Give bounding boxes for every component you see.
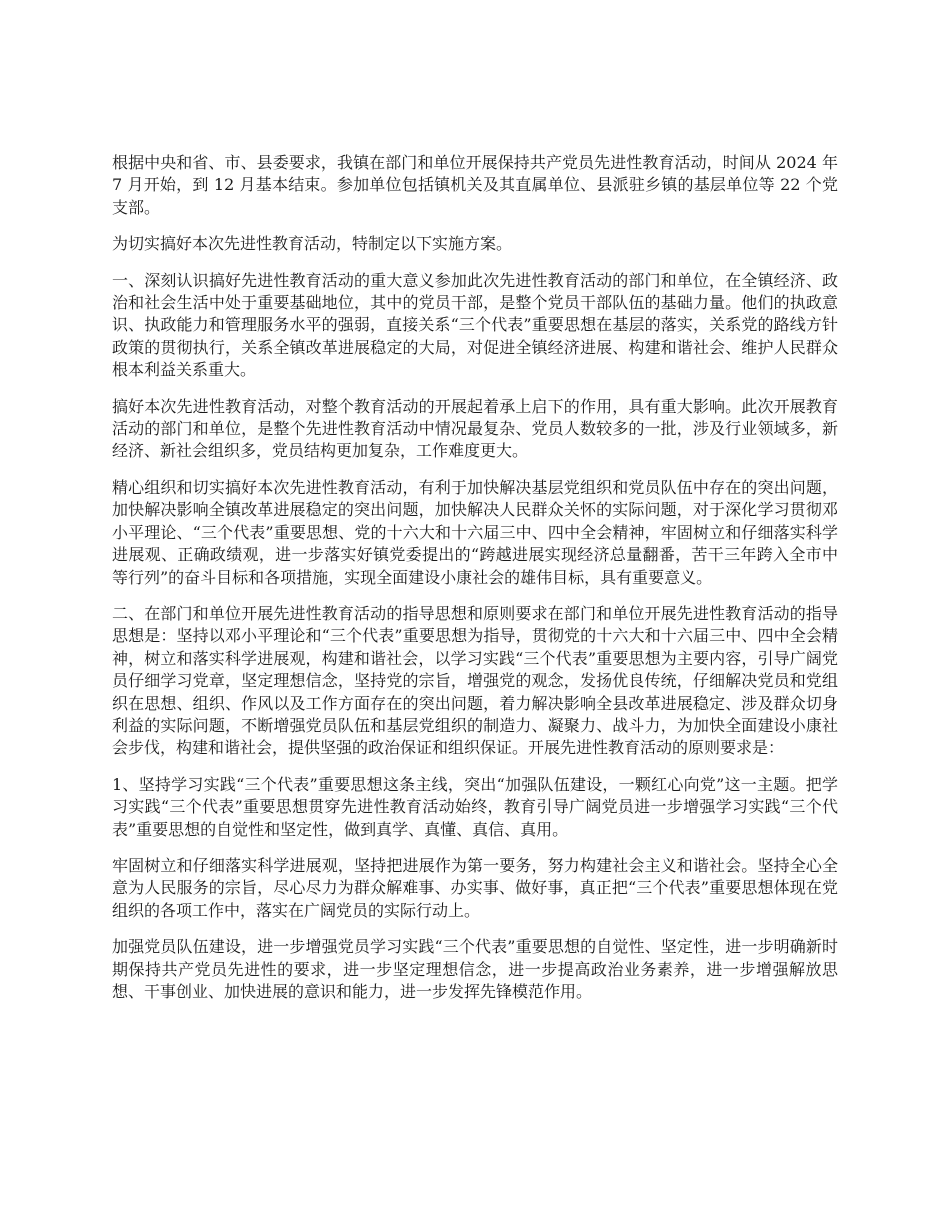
paragraph-development: 牢固树立和仔细落实科学进展观，坚持把进展作为第一要务，努力构建社会主义和谐社会。坚持全心全意为人民服务的宗旨，尽心尽力为群众解难事、办实事、做好事，真正把“三个代表”重要思想体现在党组织的各项工作中，落实在广阔党员的实际行动上。	[112, 855, 838, 920]
paragraph-importance: 搞好本次先进性教育活动，对整个教育活动的开展起着承上启下的作用，具有重大影响。此次开展教育活动的部门和单位，是整个先进性教育活动中情况最复杂、党员人数较多的一批，涉及行业领域多，新经济、新社会组织多，党员结构更加复杂，工作难度更大。	[112, 396, 838, 461]
paragraph-significance: 精心组织和切实搞好本次先进性教育活动，有利于加快解决基层党组织和党员队伍中存在的突出问题，加快解决影响全镇改革进展稳定的突出问题，加快解决人民群众关怀的实际问题，对于深化学习贯彻邓小平理论、“三个代表”重要思想、党的十六大和十六届三中、四中全会精神，牢固树立和仔细落实科学进展观、正确政绩观，进一步落实好镇党委提出的“跨越进展实现经济总量翻番，苦干三年跨入全市中等行列”的奋斗目标和各项措施，实现全面建设小康社会的雄伟目标，具有重要意义。	[112, 477, 838, 587]
paragraph-section-two: 二、在部门和单位开展先进性教育活动的指导思想和原则要求在部门和单位开展先进性教育活动的指导思想是：坚持以邓小平理论和“三个代表”重要思想为指导，贯彻党的十六大和十六届三中、四中全会精神，树立和落实科学进展观，构建和谐社会，以学习实践“三个代表”重要思想为主要内容，引导广阔党员仔细学习党章，坚定理想信念，坚持党的宗旨，增强党的观念，发扬优良传统，仔细解决党员和党组织在思想、组织、作风以及工作方面存在的突出问题，着力解决影响全县改革进展稳定、涉及群众切身利益的实际问题，不断增强党员队伍和基层党组织的制造力、凝聚力、战斗力，为加快全面建设小康社会步伐，构建和谐社会，提供坚强的政治保证和组织保证。开展先进性教育活动的原则要求是：	[112, 603, 838, 758]
paragraph-intro: 根据中央和省、市、县委要求，我镇在部门和单位开展保持共产党员先进性教育活动，时间从 2024 年 7 月开始，到 12 月基本结束。参加单位包括镇机关及其直属单位、县派驻乡镇的基层单位等 22 个党支部。	[112, 153, 838, 217]
paragraph-section-one: 一、深刻认识搞好先进性教育活动的重大意义参加此次先进性教育活动的部门和单位，在全镇经济、政治和社会生活中处于重要基础地位，其中的党员干部，是整个党员干部队伍的基础力量。他们的执政意识、执政能力和管理服务水平的强弱，直接关系“三个代表”重要思想在基层的落实，关系党的路线方针政策的贯彻执行，关系全镇改革进展稳定的大局，对促进全镇经济进展、构建和谐社会、维护人民群众根本利益关系重大。	[112, 270, 838, 380]
paragraph-team-building: 加强党员队伍建设，进一步增强党员学习实践“三个代表”重要思想的自觉性、坚定性，进一步明确新时期保持共产党员先进性的要求，进一步坚定理想信念，进一步提高政治业务素养，进一步增强解放思想、干事创业、加快进展的意识和能力，进一步发挥先锋模范作用。	[112, 937, 838, 1001]
paragraph-principle-one: 1、坚持学习实践“三个代表”重要思想这条主线，突出“加强队伍建设，一颗红心向党”这一主题。把学习实践“三个代表”重要思想贯穿先进性教育活动始终，教育引导广阔党员进一步增强学习实践“三个代表”重要思想的自觉性和坚定性，做到真学、真懂、真信、真用。	[112, 774, 838, 839]
paragraph-purpose: 为切实搞好本次先进性教育活动，特制定以下实施方案。	[112, 234, 513, 254]
